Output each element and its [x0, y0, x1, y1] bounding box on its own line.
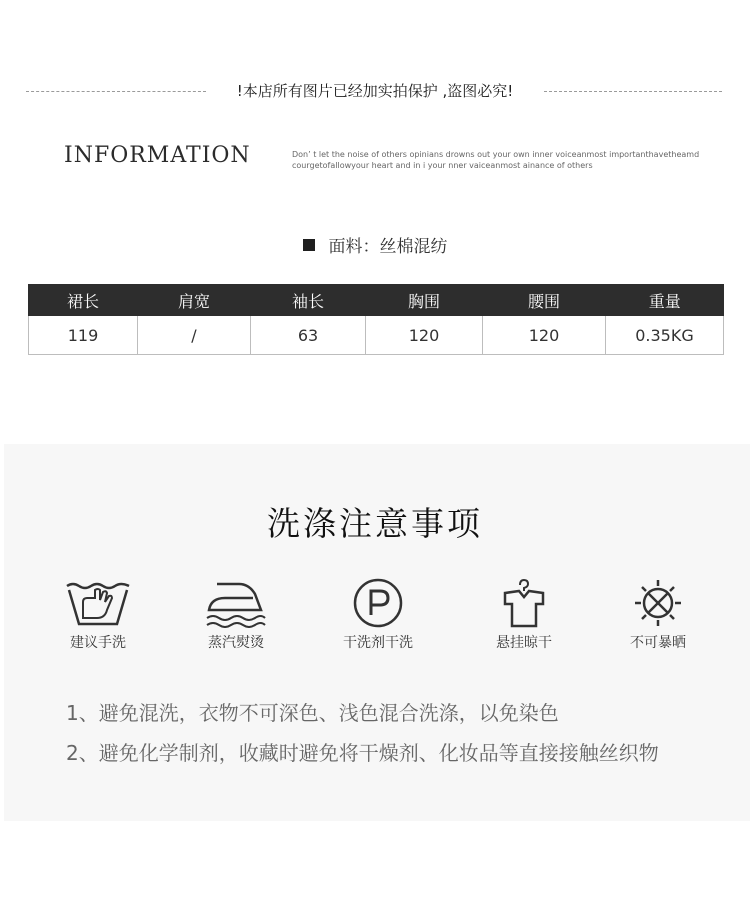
- information-subtitle-line-2: courgetofallowyour heart and in i your nner vaiceanmost ainance of others: [292, 161, 593, 170]
- header-shoulder-width: 肩宽: [138, 284, 251, 316]
- no-sun-label: 不可暴晒: [630, 635, 686, 651]
- care-item-hand-wash: [38, 578, 158, 652]
- hang-dry-label: 悬挂晾干: [496, 635, 552, 651]
- care-note-1: 1、避免混洗，衣物不可深色、浅色混合洗涤，以免染色: [66, 701, 559, 725]
- care-title: 洗涤注意事项: [267, 504, 483, 543]
- care-note-2: 2、避免化学制剂，收藏时避免将干燥剂、化妆品等直接接触丝织物: [66, 741, 659, 765]
- care-item-hang-dry: [464, 578, 584, 652]
- dry-clean-label: 干洗剂干洗: [343, 635, 413, 651]
- notice-divider-right: [544, 91, 722, 92]
- value-weight: 0.35KG: [606, 316, 724, 355]
- size-table: [28, 284, 724, 355]
- information-title: INFORMATION: [64, 143, 251, 168]
- information-subtitle: [292, 149, 712, 171]
- fabric-label: 面料：丝棉混纺: [328, 237, 448, 257]
- no-sun-icon: [625, 578, 691, 628]
- fabric-info: [0, 232, 750, 257]
- hang-dry-icon: [491, 578, 557, 628]
- value-sleeve-length: 63: [251, 316, 366, 355]
- hand-wash-label: 建议手洗: [70, 635, 126, 651]
- header-sleeve-length: 袖长: [251, 284, 366, 316]
- square-bullet-icon: [303, 239, 315, 251]
- steam-iron-icon: [203, 578, 269, 628]
- steam-iron-label: 蒸汽熨烫: [208, 635, 264, 651]
- value-bust: 120: [366, 316, 483, 355]
- size-table-header-row: [29, 284, 724, 316]
- notice-divider-left: [26, 91, 206, 92]
- value-shoulder-width: /: [138, 316, 251, 355]
- header-waist: 腰围: [483, 284, 606, 316]
- header-skirt-length: 裙长: [29, 284, 138, 316]
- dry-clean-icon: [345, 578, 411, 628]
- value-waist: 120: [483, 316, 606, 355]
- value-skirt-length: 119: [29, 316, 138, 355]
- care-item-dry-clean: [318, 578, 438, 652]
- header-bust: 胸围: [366, 284, 483, 316]
- copyright-notice: !本店所有图片已经加实拍保护 ,盗图必究!: [236, 82, 514, 100]
- hand-wash-icon: [65, 578, 131, 628]
- care-item-no-sun: [598, 578, 718, 652]
- care-item-steam-iron: [176, 578, 296, 652]
- size-table-row: [29, 316, 724, 355]
- header-weight: 重量: [606, 284, 724, 316]
- information-subtitle-line-1: Don’ t let the noise of others opinians drowns out your own inner voiceanmost importanthavetheamd: [292, 150, 700, 159]
